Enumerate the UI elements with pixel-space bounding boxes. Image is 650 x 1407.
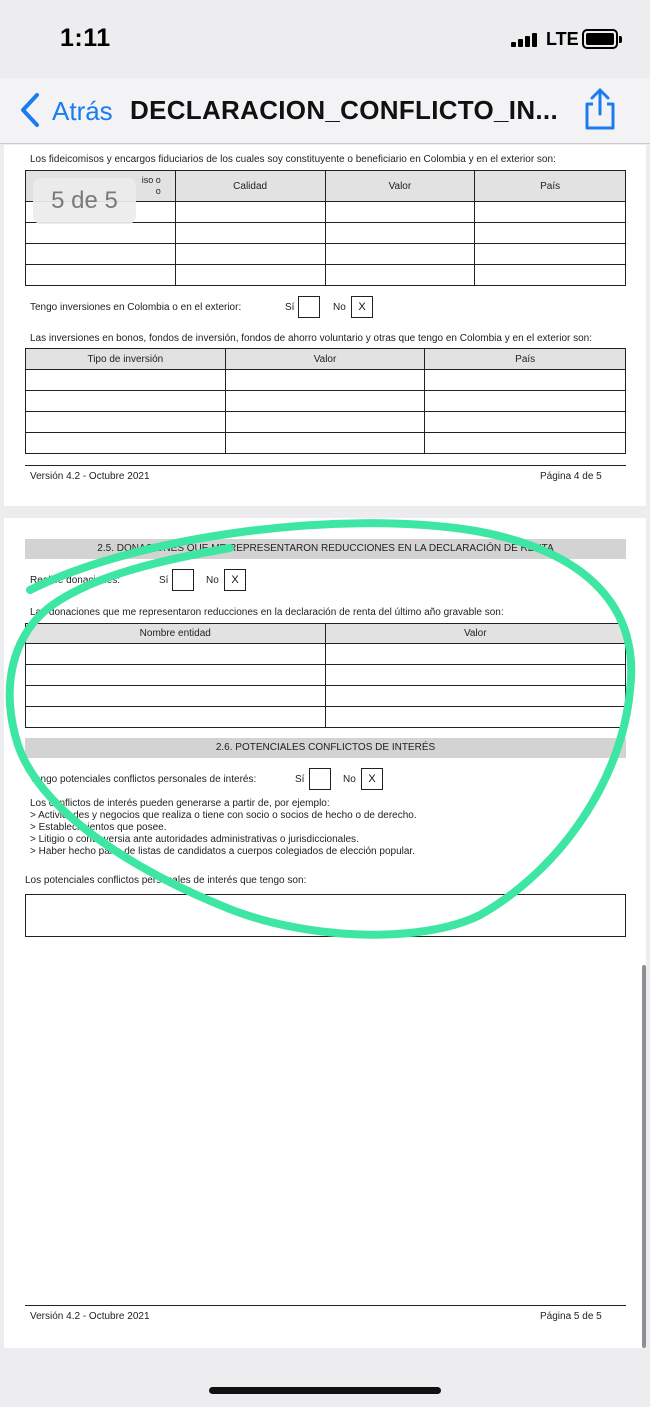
- donations-text: Las donaciones que me representaron reducciones en la declaración de renta del último año gravable son:: [30, 607, 504, 618]
- table-row: [26, 707, 626, 728]
- yes-label: Sí: [159, 575, 169, 586]
- conflicts-yes-checkbox[interactable]: [309, 768, 331, 790]
- conflicts-question: Tengo potenciales conflictos personales de interés:: [30, 774, 257, 785]
- network-type: LTE: [546, 29, 579, 49]
- table-row: [26, 433, 626, 454]
- table-row: [26, 244, 626, 265]
- donations-yes-checkbox[interactable]: [172, 569, 194, 591]
- table-row: [26, 412, 626, 433]
- example-item: > Establecimientos que posee.: [30, 822, 167, 833]
- footer-version: Versión 4.2 - Octubre 2021: [30, 471, 150, 482]
- table-row: [26, 644, 626, 665]
- donations-no-checkbox[interactable]: X: [224, 569, 246, 591]
- donations-question: Realicé donaciones:: [30, 575, 121, 586]
- investments-question: Tengo inversiones en Colombia o en el exterior:: [30, 302, 242, 313]
- footer-divider: [25, 465, 626, 466]
- conflicts-text: Los potenciales conflictos personales de interés que tengo son:: [25, 875, 307, 886]
- trusts-text: Los fideicomisos y encargos fiduciarios de los cuales soy constituyente o beneficiario en Colombia y en el exterior son:: [30, 154, 556, 165]
- table-header: Nombre entidad: [26, 624, 326, 644]
- table-header: Calidad: [175, 171, 325, 202]
- page-indicator: 5 de 5: [33, 178, 136, 224]
- footer-divider: [25, 1305, 626, 1306]
- home-indicator[interactable]: [209, 1387, 441, 1394]
- table-header: iso o o: [26, 171, 176, 202]
- navigation-bar: [0, 78, 650, 144]
- signal-bars-icon: [511, 33, 537, 47]
- chevron-left-icon[interactable]: [18, 92, 42, 128]
- section-2-6-title: 2.6. POTENCIALES CONFLICTOS DE INTERÉS: [25, 738, 626, 758]
- table-row: [26, 265, 626, 286]
- table-header: Valor: [325, 624, 626, 644]
- scrollbar[interactable]: [642, 965, 646, 1348]
- table-header: País: [425, 349, 626, 370]
- no-label: No: [206, 575, 219, 586]
- conflicts-textbox[interactable]: [25, 894, 626, 937]
- pdf-page-5: [4, 518, 646, 1348]
- table-header: Valor: [225, 349, 425, 370]
- table-row: [26, 686, 626, 707]
- footer-page-number: Página 4 de 5: [540, 471, 602, 482]
- table-row: [26, 223, 626, 244]
- clock: 1:11: [60, 24, 111, 52]
- table-row: [26, 665, 626, 686]
- table-row: [26, 391, 626, 412]
- footer-page-number: Página 5 de 5: [540, 1311, 602, 1322]
- footer-version: Versión 4.2 - Octubre 2021: [30, 1311, 150, 1322]
- table-header: País: [475, 171, 626, 202]
- yes-label: Sí: [285, 302, 295, 313]
- investments-yes-checkbox[interactable]: [298, 296, 320, 318]
- donations-table: [25, 623, 626, 728]
- battery-icon: [582, 29, 618, 49]
- section-2-5-title: 2.5. DONACIONES QUE ME REPRESENTARON REDUCCIONES EN LA DECLARACIÓN DE RENTA: [25, 539, 626, 559]
- conflicts-no-checkbox[interactable]: X: [361, 768, 383, 790]
- share-icon[interactable]: [583, 88, 617, 130]
- table-row: [26, 370, 626, 391]
- example-item: > Haber hecho parte de listas de candidatos a cuerpos colegiados de elección popular.: [30, 846, 415, 857]
- investments-text: Las inversiones en bonos, fondos de inversión, fondos de ahorro voluntario y otras que tengo en Colombia y en el exterior son:: [30, 333, 593, 344]
- table-header: Valor: [325, 171, 475, 202]
- investments-no-checkbox[interactable]: X: [351, 296, 373, 318]
- example-item: > Actividades y negocios que realiza o tiene con socio o socios de hecho o de derecho.: [30, 810, 417, 821]
- investments-table: [25, 348, 626, 454]
- back-button[interactable]: Atrás: [52, 96, 113, 126]
- table-header: Tipo de inversión: [26, 349, 226, 370]
- document-title: DECLARACION_CONFLICTO_IN...: [130, 95, 558, 125]
- no-label: No: [333, 302, 346, 313]
- no-label: No: [343, 774, 356, 785]
- status-bar: [0, 0, 650, 78]
- yes-label: Sí: [295, 774, 305, 785]
- examples-intro: Los conflictos de interés pueden generarse a partir de, por ejemplo:: [30, 798, 330, 809]
- example-item: > Litigio o controversia ante autoridades administrativas o jurisdiccionales.: [30, 834, 359, 845]
